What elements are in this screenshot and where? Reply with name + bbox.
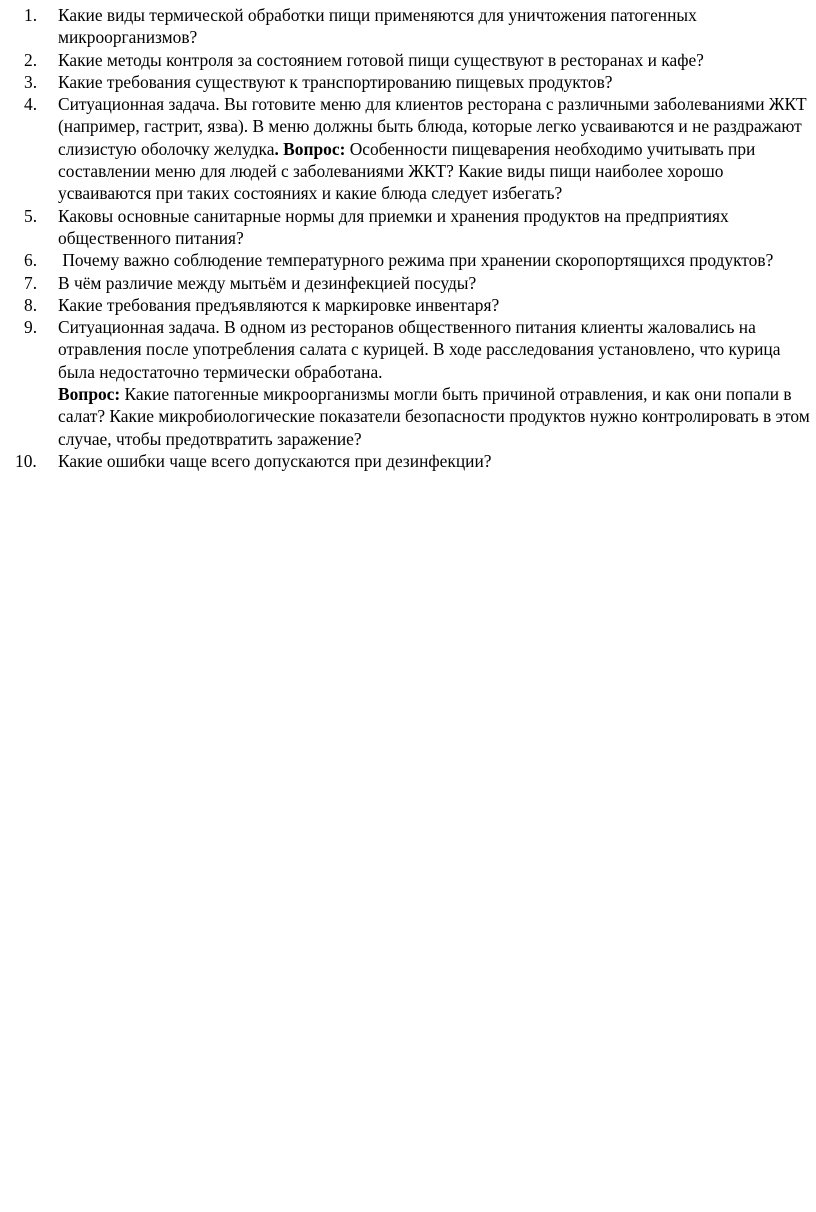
question-text: Какие ошибки чаще всего допускаются при дезинфекции? (58, 450, 492, 471)
question-number: 5. (24, 205, 38, 226)
question-item-6 (24, 249, 814, 271)
question-text: Какие требования предъявляются к маркировке инвентаря? (58, 294, 500, 315)
question-item-2 (24, 49, 814, 71)
question-item-9 (24, 316, 814, 450)
question-number: 1. (24, 5, 38, 25)
question-item-8 (24, 294, 814, 316)
question-item-4 (24, 93, 814, 204)
question-number: 2. (24, 49, 38, 70)
question-number: 9. (24, 317, 38, 338)
question-number: 7. (24, 272, 38, 293)
question-number: 8. (24, 294, 38, 315)
question-number: 6. (24, 250, 38, 271)
question-text: В чём различие между мытьём и дезинфекцией посуды? (58, 272, 477, 293)
question-text: Почему важно соблюдение температурного режима при хранении скоропортящихся продуктов? (62, 250, 774, 271)
question-item-3 (24, 71, 814, 93)
question-item-10 (15, 450, 814, 472)
question-number: 10. (15, 450, 37, 471)
question-text: Какие виды термической обработки пищи применяются для уничтожения патогенных микроорганизмов? (58, 5, 697, 48)
question-label: Вопрос: (58, 384, 121, 405)
question-label: . Вопрос: (274, 138, 346, 159)
question-number: 3. (24, 71, 38, 92)
question-text: Ситуационная задача. Вы готовите меню для клиентов ресторана с различными заболеваниями ЖКТ (например, гастрит, язва). В меню должны быть блюда, которые легко усваиваются и не раздражают слизистую оболочку желудка (58, 94, 807, 159)
question-list (15, 4, 814, 472)
question-item-5 (24, 205, 814, 250)
question-subtext: Особенности пищеварения необходимо учитывать при составлении меню для людей с заболеваниями ЖКТ? Какие виды пищи наиболее хорошо усваиваются при таких состояниях и какие блюда следует избегать? (58, 138, 756, 204)
question-text: Какие требования существуют к транспортированию пищевых продуктов? (58, 71, 613, 92)
question-item-1 (24, 4, 814, 49)
question-text: Какие методы контроля за состоянием готовой пищи существуют в ресторанах и кафе? (58, 49, 704, 70)
question-subtext: Какие патогенные микроорганизмы могли быть причиной отравления, и как они попали в салат? Какие микробиологические показатели безопасности продуктов нужно контролировать в этом случае, чтобы предотвратить заражение? (58, 384, 810, 449)
question-text: Ситуационная задача. В одном из ресторанов общественного питания клиенты жаловались на отравления после употребления салата с курицей. В ходе расследования установлено, что курица была недостаточно термически обработана. (58, 317, 781, 382)
question-item-7 (24, 272, 814, 294)
question-number: 4. (24, 94, 38, 115)
question-text: Каковы основные санитарные нормы для приемки и хранения продуктов на предприятиях общественного питания? (58, 205, 729, 248)
